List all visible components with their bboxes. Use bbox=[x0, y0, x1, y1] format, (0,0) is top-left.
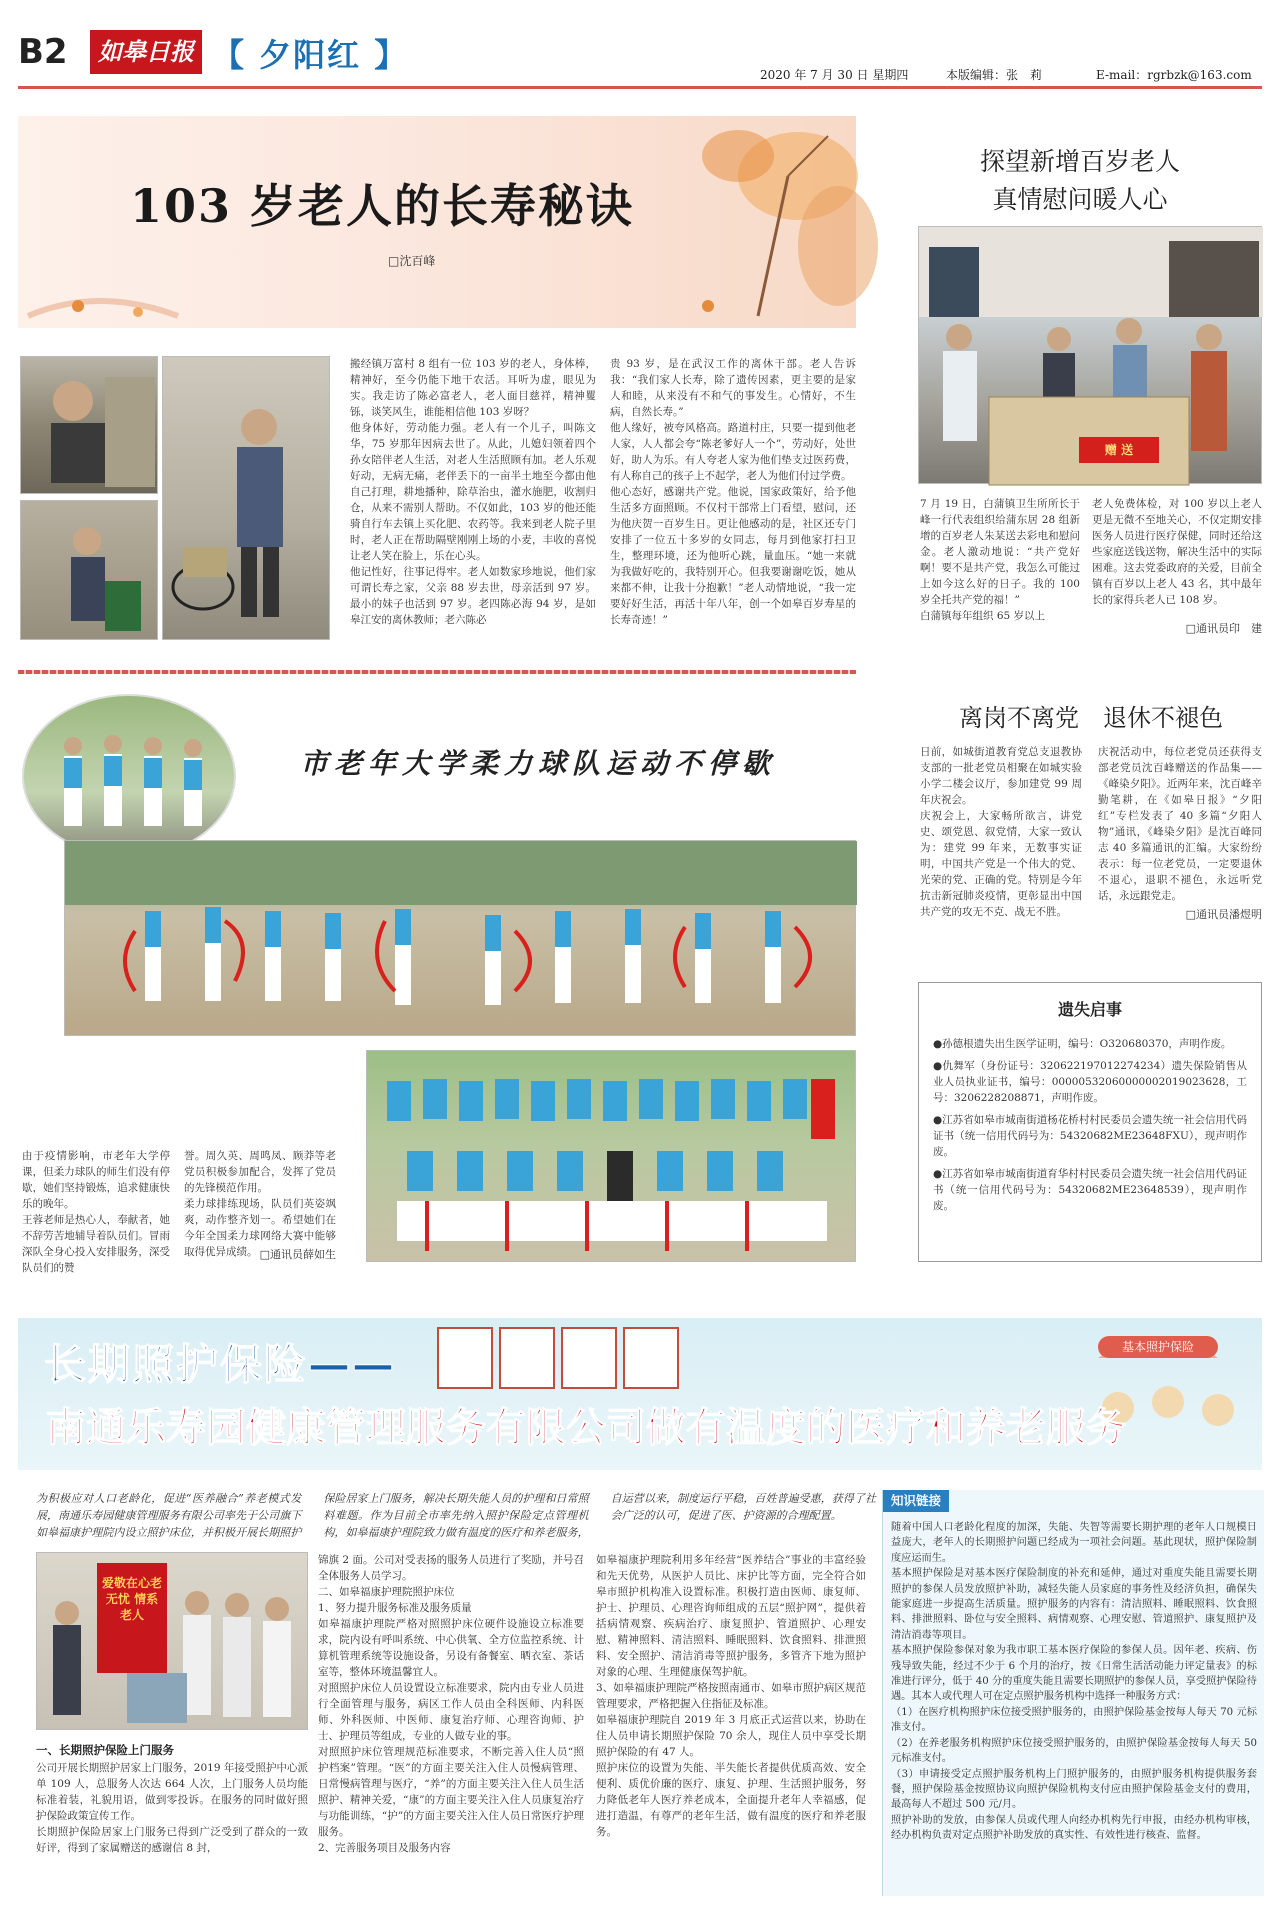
issue-date: 2020 年 7 月 30 日 星期四 bbox=[760, 68, 909, 82]
lost-notice-item: ●孙德根遗失出生医学证明，编号：O320680370，声明作废。 bbox=[933, 1038, 1232, 1050]
lost-notice-box bbox=[918, 982, 1262, 1262]
article4-title: 离岗不离党 退休不褪色 bbox=[959, 704, 1223, 732]
article2-col1: 7 月 19 日，白蒲镇卫生所所长于峰一行代表组织给蒲东居 28 组新增的百岁老人朱某送去彩电和慰问金。老人激动地说：“共产党好啊！要不是共产党，我怎么可能过上如今这么好的日子。我的 100 岁全托共产党的福！” 白蒲镇每年组织 65 岁以上 bbox=[920, 498, 1080, 622]
ad-col2: 锦旗 2 面。公司对受表扬的服务人员进行了奖励，并号召全体服务人员学习。 二、如皋福康护理院照护床位 1、努力提升服务标准及服务质量 如皋福康护理院严格对照照护床位硬件设施设立标准要求，院内设有呼叫系统、中心供氧、全方位监控系统、计算机管理系统等设施设备，另设有备餐室、晒衣室、茶话室等，整体环境温馨宜人。 对照照护床位人员设置设立标准要求，院内由专业人员进行全面管理与服务，病区工作人员由全科医师、内科医师、外科医师、中医师、康复治疗师、心理咨询师、护士、护理员等组成，专业的人做专业的事。 对照照护床位管理规范标准要求，不断完善入住人员“照护档案”管理。“医”的方面主要关注入住人员慢病管理、日常慢病管理与医疗，“养”的方面主要关注入住人员生活照护、精神关爱，“康”的方面主要关注入住人员康复治疗与功能训练，“护”的方面主要关注入住人员日常医疗护理服务。 2、完善服务项目及服务内容 bbox=[318, 1554, 584, 1854]
section-divider bbox=[18, 670, 856, 674]
knowledge-title: 知识链接 bbox=[883, 1490, 949, 1512]
ad-header-banner bbox=[18, 1318, 1262, 1470]
pennant-text: 爱敬在心老无忧 情系老人 bbox=[101, 1576, 162, 1622]
knowledge-panel bbox=[882, 1490, 1264, 1896]
paper-logo bbox=[90, 30, 202, 74]
elderly-man-standing-photo bbox=[162, 356, 330, 640]
article2-col2: 老人免费体检，对 100 岁以上老人更是无微不至地关心，不仅定期安排医务人员进行医疗保健，同时还给这些家庭送钱送物，解决生活中的实际困难。这去党委政府的关爱，目前全镇有百岁以上老人 43 名，其中最年长的家得兵老人已 108 岁。 bbox=[1092, 498, 1262, 606]
article3-col1: 由于疫情影响，市老年大学停课，但柔力球队的师生们没有停歇，她们坚持锻炼，追求健康快乐的晚年。 王蓉老师是热心人，奉献者，她不辞劳苦地辅导着队员们。冒雨深队全身心投入安排服务，深受队员们的赞 bbox=[22, 1150, 170, 1274]
lost-notice-item: ●仇舞军（身份证号：320622197012274234）遗失保险销售从业人员执业证书，编号：00000532060000002019023628，工号：3206228208871，声明作废。 bbox=[933, 1060, 1247, 1104]
gift-box-label: 赠 送 bbox=[1104, 443, 1134, 457]
ad-col1: 公司开展长期照护居家上门服务，2019 年接受照护中心派单 109 人，总服务人次达 664 人次，上门服务人员均能标准着装，礼貌用语，做到零投诉。在服务的同时做好照护保险政策宣传工作。 长期照护保险居家上门服务已得到广泛受到了群众的一致好评，得到了家属赠送的感谢信 8 封， bbox=[36, 1762, 308, 1854]
team-circle-photo bbox=[22, 694, 236, 858]
lost-notice-item: ●江苏省如皋市城南街道杨花桥村村民委员会遗失统一社会信用代码证书（统一信用代码号为：54320682ME23648FXU），现声明作废。 bbox=[933, 1114, 1247, 1158]
lost-notice-item: ●江苏省如皋市城南街道育华村村民委员会遗失统一社会信用代码证书（统一信用代码号为：54320682ME23648539），现声明作废。 bbox=[933, 1168, 1247, 1212]
ad-title-line1: 长期照护保险—— bbox=[44, 1340, 397, 1389]
team-group-photo bbox=[366, 1050, 856, 1262]
lost-notice-title: 遗失启事 bbox=[1057, 1000, 1122, 1019]
page-editor: 本版编辑：张 莉 bbox=[946, 68, 1043, 82]
knowledge-text: 随着中国人口老龄化程度的加深，失能、失智等需要长期护理的老年人口规模日益庞大，老年人的长期照护问题已经成为一项社会问题。基此现状，照护保险制度应运而生。 基本照护保险是对基本医疗保险制度的补充和延伸，通过对重度失能且需要长期照护的参保人员发放照护补助，减轻失能人员家庭的事务性及经济负担，确保失能家庭进一步提高生活质量。照护服务的内容有：清洁照料、睡眠照料、饮食照料、排泄照料、卧位与安全照料、病情观察、心理安慰、管道照护、康复照护及清洁消毒等项目。 基本照护保险参保对象为我市职工基本医疗保险的参保人员。因年老、疾病、伤残导致失能，经过不少于 6 个月的治疗，按《日常生活活动能力评定量表》的标准进行评分，低于 40 分的重度失能且需要长期照护的参保人员，享受照护保险待遇。其本人或代理人可在定点照护服务机构中选择一种服务方式： （1）在医疗机构照护床位接受照护服务的，由照护保险基金按每人每天 70 元标准支付。 （2）在养老服务机构照护床位接受照护服务的，由照护保险基金按每人每天 50 元标准支付。 （3）申请接受定点照护服务机构上门照护服务的，由照护服务机构提供服务套餐，照护保险基金按照协议向照护保险机构支付应由照护保险基金支付的费用，最高每人不超过 500 元/月。 照护补助的发放，由参保人员或代理人向经办机构先行申报，由经办机构审核，经办机构负责对定点照护补助发放的真实性、有效性进行核查、监督。 bbox=[891, 1522, 1257, 1842]
ad-subheading-1: 一、长期照护保险上门服务 bbox=[36, 1743, 174, 1757]
article2-title-line1: 探望新增百岁老人 bbox=[979, 147, 1180, 176]
article1-title-banner bbox=[18, 116, 856, 328]
masthead-rule bbox=[18, 86, 1262, 89]
article4-byline: □通讯员潘煜明 bbox=[1185, 908, 1262, 921]
caregivers-banner-photo bbox=[36, 1552, 308, 1730]
article1-byline: □沈百峰 bbox=[388, 254, 436, 268]
article4-col2: 庆祝活动中，每位老党员还获得支部老党员沈百峰赠送的作品集——《峰染夕阳》。近两年来，沈百峰辛勤笔耕，在《如皋日报》“夕阳红”专栏发表了 40 多篇“夕阳人物”通讯，《峰染夕阳》是沈百峰同志 40 多篇通讯的汇编。大家纷纷表示：每一位老党员，一定要退休不退心，退职不褪色，永远听党话，永远跟党走。 bbox=[1098, 746, 1262, 902]
elderly-man-seated-photo bbox=[20, 356, 158, 494]
article3-title: 市老年大学柔力球队运动不停歇 bbox=[300, 747, 777, 780]
ad-title-line2: 南通乐寿园健康管理服务有限公司做有温度的医疗和养老服务 bbox=[46, 1405, 1126, 1451]
centenarian-visit-photo bbox=[918, 226, 1262, 484]
section-name: 【 夕阳红 】 bbox=[212, 36, 409, 74]
article1-col1: 搬经镇万富村 8 组有一位 103 岁的老人，身体棒，精神好，至今仍能下地干农活。耳听为虚，眼见为实。我走访了陈必富老人，老人面目慈祥，精神矍铄，谈笑风生，谁能相信他 103 岁呀？ 他身体好，劳动能力强。老人有一个儿子，叫陈文华，75 岁那年因病去世了。从此，儿媳妇领着四个孙女陪伴老人生活，对老人生活照顾有加。老人乐观好动，无病无痛，老伴丢下的一亩半土地至今都由他自己打理，耕地播种，除草治虫，灌水施肥，收割归仓，从来不需别人帮助。不仅如此，103 岁的他还能骑自行车去镇上买化肥、农药等。我来到老人院子里时，老人正在帮助隔壁刚刚上场的小麦，丰收的喜悦让老人笑在脸上，乐在心头。 他记性好，往事记得牢。老人如数家珍地说，他们家可谓长寿之家，父亲 88 岁去世，母亲活到 97 岁。最小的妹子也活到 97 岁。老四陈必海 94 岁，是如皋江安的离休教师；老六陈必 bbox=[350, 358, 596, 626]
article4-col1: 日前，如城街道教育党总支退教协支部的一批老党员相聚在如城实验小学二楼会议厅，参加建党 99 周年庆祝会。 庆祝会上，大家畅所欲言，讲党史、颂党恩、叙党情，大家一致认为：建党 99 年来，无数事实证明，中国共产党是一个伟大的党、光荣的党、正确的党。特别是今年抗击新冠肺炎疫情，更彰显出中国共产党的攻无不克、战无不胜。 bbox=[920, 746, 1082, 918]
article3-col2: 誉。周久英、周鸣凤、顾莽等老党员积极参加配合，发挥了党员的先锋模范作用。 柔力球排练现场，队员们英姿飒爽，动作整齐划一。希望她们在今年全国柔力球网络大赛中能够取得优异成绩。 bbox=[184, 1150, 336, 1258]
page-number: B2 bbox=[18, 32, 68, 72]
article1-title: 103 岁老人的长寿秘诀 bbox=[130, 179, 635, 233]
elderly-man-with-bin-photo bbox=[20, 500, 158, 640]
article2-byline: □通讯员印 建 bbox=[1185, 622, 1262, 635]
soft-ball-practice-photo bbox=[64, 840, 856, 1036]
contact-email: E-mail：rgrbzk@163.com bbox=[1096, 68, 1252, 82]
article1-col2: 贵 93 岁，是在武汉工作的离休干部。老人告诉我：“我们家人长寿，除了遗传因素，更主要的是家人和睦，从来没有不和气的事发生。心情好，不生病，自然长寿。” 他人缘好，被夸风格高。路道村庄，只要一提到他老人家，人人都会夸“陈老爹好人一个”，劳动好，处世好，助人为乐。有人夸老人家为他们垫支过医药费，有人称自己的孩子上不起学，老人为他们付过学费。 他心态好，感谢共产党。他说，国家政策好，给予他生活多方面照顾。不仅村干部常上门看望，慰问，还为他庆贺一百岁生日。更让他感动的是，社区还专门安排了一位五十多岁的女同志，每月到他家打扫卫生，整理环境，还为他听心跳，量血压。“她一来就为我做好吃的，我特别开心。但我要谢谢吃饭，她从来都不伸，让我十分抱歉！”老人动情地说，“我一定要好好生活，再活十年八年，创一个如皋百岁寿星的长寿奇迹！” bbox=[610, 358, 856, 626]
ad-intro: 为积极应对人口老龄化，促进“医养融合”养老模式发展，南通乐寿园健康管理服务有限公司率先于公司旗下如皋福康护理院内设立照护床位，并积极开展长期照护保险居家上门服务，解决长期失能人员的护理和日常照料难题。作为目前全市率先纳入照护保险定点管理机构，如皋福康护理院致力做有温度的医疗和养老服务，自运营以来，制度运行平稳，百姓普遍受惠，获得了社会广泛的认可，促进了医、护资源的合理配置。 bbox=[36, 1492, 876, 1539]
article3-byline: □通讯员薛如生 bbox=[259, 1248, 336, 1261]
ad-col3: 如皋福康护理院利用多年经营“医养结合”事业的丰富经验和先天优势，从医护人员比、床护比等方面，完全符合如皋市照护机构准入设置标准。积极打造由医师、康复师、护士、护理员、心理咨询师组成的五层“照护网”，提供着括病情观察、疾病治疗、康复照护、管道照护、心理安慰、精神照料、清洁照料、睡眠照料、饮食照料、排泄照料、安全照护、清洁消毒等照护服务，多管齐下地为照护对象的心理、生理健康保驾护航。 3、如皋福康护理院严格按照南通市、如皋市照护病区规范管理要求，严格把握入住指征及标准。 如皋福康护理院自 2019 年 3 月底正式运营以来，协助在住人员申请长期照护保险 70 余人，现住人员中享受长期照护保险的有 47 人。 照护床位的设置为失能、半失能长者提供优质高效、安全便利、质优价廉的医疗、康复、护理、生活照护服务，努力降低老年人医疗养老成本，全面提升老年人幸福感，促进打造温，有尊严的老年生活，做有温度的医疗和养老服务。 bbox=[596, 1554, 866, 1838]
article2-title-line2: 真情慰问暖人心 bbox=[992, 185, 1168, 214]
ad-badge: 基本照护保险 bbox=[1098, 1336, 1218, 1358]
paper-name: 如皋日报 bbox=[98, 37, 194, 66]
